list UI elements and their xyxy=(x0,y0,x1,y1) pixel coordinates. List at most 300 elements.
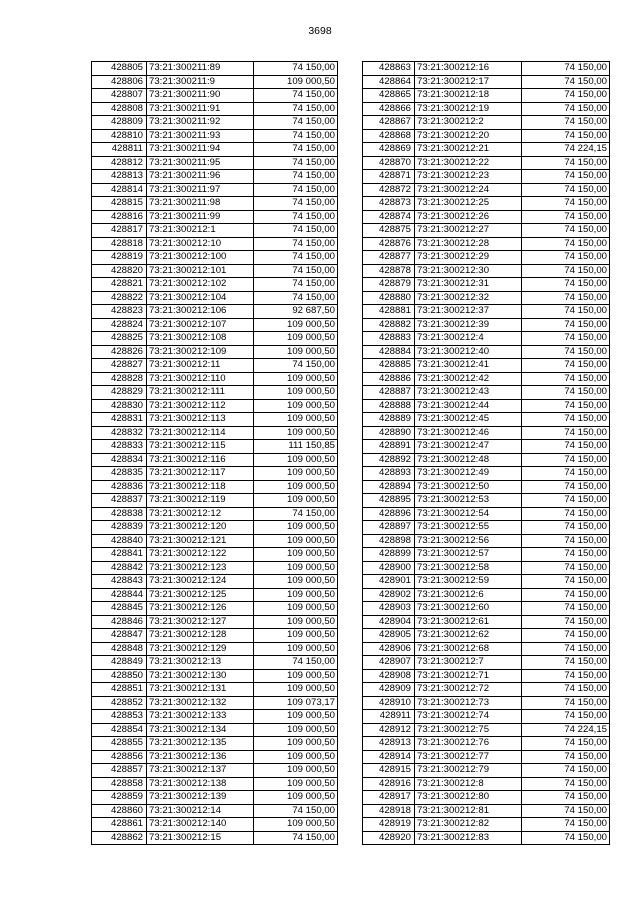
cadastral-number-cell: 73:21:300212:124 xyxy=(147,575,254,589)
amount-cell: 74 150,00 xyxy=(254,264,338,278)
row-number-cell: 428858 xyxy=(92,777,147,791)
cadastral-number-cell: 73:21:300212:125 xyxy=(147,588,254,602)
amount-cell: 109 000,50 xyxy=(254,332,338,346)
row-number-cell: 428876 xyxy=(363,237,415,251)
amount-cell: 109 000,50 xyxy=(254,588,338,602)
row-number-cell: 428862 xyxy=(92,831,147,845)
row-number-cell: 428900 xyxy=(363,561,415,575)
table-row xyxy=(363,359,610,373)
cadastral-number-cell: 73:21:300212:107 xyxy=(147,318,254,332)
cadastral-number-cell: 73:21:300212:134 xyxy=(147,723,254,737)
table-row xyxy=(363,737,610,751)
table-row xyxy=(92,399,338,413)
table-row xyxy=(363,534,610,548)
amount-cell: 109 000,50 xyxy=(254,642,338,656)
page-number: 3698 xyxy=(308,25,332,37)
row-number-cell: 428818 xyxy=(92,237,147,251)
cadastral-number-cell: 73:21:300212:120 xyxy=(147,521,254,535)
cadastral-number-cell: 73:21:300212:111 xyxy=(147,386,254,400)
table-row xyxy=(92,264,338,278)
cadastral-number-cell: 73:21:300212:112 xyxy=(147,399,254,413)
table-row xyxy=(92,737,338,751)
amount-cell: 74 150,00 xyxy=(522,480,610,494)
amount-cell: 74 150,00 xyxy=(254,278,338,292)
cadastral-number-cell: 73:21:300212:10 xyxy=(147,237,254,251)
cadastral-number-cell: 73:21:300212:75 xyxy=(415,723,522,737)
amount-cell: 92 687,50 xyxy=(254,305,338,319)
amount-cell: 109 000,50 xyxy=(254,737,338,751)
cadastral-number-cell: 73:21:300212:137 xyxy=(147,764,254,778)
table-row xyxy=(92,332,338,346)
amount-cell: 109 000,50 xyxy=(254,669,338,683)
table-row xyxy=(92,75,338,89)
row-number-cell: 428920 xyxy=(363,831,415,845)
amount-cell: 74 150,00 xyxy=(522,494,610,508)
row-number-cell: 428917 xyxy=(363,791,415,805)
row-number-cell: 428833 xyxy=(92,440,147,454)
row-number-cell: 428841 xyxy=(92,548,147,562)
amount-cell: 109 000,50 xyxy=(254,723,338,737)
table-row xyxy=(363,548,610,562)
cadastral-number-cell: 73:21:300212:57 xyxy=(415,548,522,562)
cadastral-number-cell: 73:21:300212:76 xyxy=(415,737,522,751)
table-row xyxy=(92,372,338,386)
table-row xyxy=(92,440,338,454)
cadastral-number-cell: 73:21:300212:56 xyxy=(415,534,522,548)
left-table xyxy=(91,61,338,845)
amount-cell: 74 150,00 xyxy=(522,831,610,845)
amount-cell: 74 150,00 xyxy=(522,642,610,656)
row-number-cell: 428839 xyxy=(92,521,147,535)
table-row xyxy=(363,102,610,116)
table-row xyxy=(92,710,338,724)
row-number-cell: 428807 xyxy=(92,89,147,103)
cadastral-number-cell: 73:21:300212:8 xyxy=(415,777,522,791)
amount-cell: 109 000,50 xyxy=(254,777,338,791)
row-number-cell: 428844 xyxy=(92,588,147,602)
row-number-cell: 428869 xyxy=(363,143,415,157)
table-row xyxy=(92,89,338,103)
right-table xyxy=(362,61,610,845)
row-number-cell: 428816 xyxy=(92,210,147,224)
row-number-cell: 428882 xyxy=(363,318,415,332)
amount-cell: 74 150,00 xyxy=(522,534,610,548)
cadastral-number-cell: 73:21:300212:74 xyxy=(415,710,522,724)
amount-cell: 74 150,00 xyxy=(522,696,610,710)
row-number-cell: 428904 xyxy=(363,615,415,629)
amount-cell: 74 150,00 xyxy=(522,237,610,251)
row-number-cell: 428884 xyxy=(363,345,415,359)
amount-cell: 74 150,00 xyxy=(522,791,610,805)
amount-cell: 109 000,50 xyxy=(254,75,338,89)
cadastral-number-cell: 73:21:300212:49 xyxy=(415,467,522,481)
table-row xyxy=(92,197,338,211)
amount-cell: 74 150,00 xyxy=(522,89,610,103)
table-row xyxy=(92,791,338,805)
table-row xyxy=(92,143,338,157)
cadastral-number-cell: 73:21:300212:79 xyxy=(415,764,522,778)
row-number-cell: 428910 xyxy=(363,696,415,710)
cadastral-number-cell: 73:21:300211:93 xyxy=(147,129,254,143)
table-row xyxy=(363,683,610,697)
amount-cell: 109 000,50 xyxy=(254,494,338,508)
cadastral-number-cell: 73:21:300212:25 xyxy=(415,197,522,211)
table-row xyxy=(92,683,338,697)
amount-cell: 74 150,00 xyxy=(522,764,610,778)
table-row xyxy=(363,210,610,224)
row-number-cell: 428875 xyxy=(363,224,415,238)
table-row xyxy=(92,629,338,643)
row-number-cell: 428836 xyxy=(92,480,147,494)
amount-cell: 74 150,00 xyxy=(522,588,610,602)
table-row xyxy=(92,170,338,184)
table-row xyxy=(363,480,610,494)
row-number-cell: 428891 xyxy=(363,440,415,454)
amount-cell: 74 150,00 xyxy=(254,656,338,670)
table-row xyxy=(363,467,610,481)
row-number-cell: 428878 xyxy=(363,264,415,278)
cadastral-number-cell: 73:21:300212:82 xyxy=(415,818,522,832)
row-number-cell: 428886 xyxy=(363,372,415,386)
row-number-cell: 428852 xyxy=(92,696,147,710)
row-number-cell: 428880 xyxy=(363,291,415,305)
amount-cell: 74 150,00 xyxy=(254,197,338,211)
amount-cell: 109 000,50 xyxy=(254,602,338,616)
row-number-cell: 428856 xyxy=(92,750,147,764)
row-number-cell: 428829 xyxy=(92,386,147,400)
table-row xyxy=(363,777,610,791)
row-number-cell: 428824 xyxy=(92,318,147,332)
row-number-cell: 428847 xyxy=(92,629,147,643)
cadastral-number-cell: 73:21:300212:140 xyxy=(147,818,254,832)
cadastral-number-cell: 73:21:300212:27 xyxy=(415,224,522,238)
cadastral-number-cell: 73:21:300212:135 xyxy=(147,737,254,751)
amount-cell: 74 150,00 xyxy=(522,413,610,427)
table-row xyxy=(92,480,338,494)
cadastral-number-cell: 73:21:300212:45 xyxy=(415,413,522,427)
cadastral-number-cell: 73:21:300212:23 xyxy=(415,170,522,184)
cadastral-number-cell: 73:21:300212:2 xyxy=(415,116,522,130)
amount-cell: 74 150,00 xyxy=(522,156,610,170)
amount-cell: 74 150,00 xyxy=(254,62,338,76)
cadastral-number-cell: 73:21:300212:39 xyxy=(415,318,522,332)
amount-cell: 74 224,15 xyxy=(522,143,610,157)
cadastral-number-cell: 73:21:300212:50 xyxy=(415,480,522,494)
amount-cell: 74 150,00 xyxy=(522,210,610,224)
row-number-cell: 428810 xyxy=(92,129,147,143)
row-number-cell: 428913 xyxy=(363,737,415,751)
amount-cell: 74 150,00 xyxy=(522,332,610,346)
cadastral-number-cell: 73:21:300212:22 xyxy=(415,156,522,170)
cadastral-number-cell: 73:21:300212:133 xyxy=(147,710,254,724)
cadastral-number-cell: 73:21:300212:13 xyxy=(147,656,254,670)
cadastral-number-cell: 73:21:300212:72 xyxy=(415,683,522,697)
row-number-cell: 428840 xyxy=(92,534,147,548)
amount-cell: 74 150,00 xyxy=(522,399,610,413)
amount-cell: 109 000,50 xyxy=(254,791,338,805)
table-row xyxy=(363,629,610,643)
cadastral-number-cell: 73:21:300212:77 xyxy=(415,750,522,764)
table-row xyxy=(363,602,610,616)
row-number-cell: 428821 xyxy=(92,278,147,292)
amount-cell: 74 150,00 xyxy=(522,548,610,562)
cadastral-number-cell: 73:21:300212:46 xyxy=(415,426,522,440)
amount-cell: 74 150,00 xyxy=(522,453,610,467)
table-row xyxy=(363,278,610,292)
table-row xyxy=(92,723,338,737)
table-row xyxy=(92,345,338,359)
row-number-cell: 428895 xyxy=(363,494,415,508)
row-number-cell: 428873 xyxy=(363,197,415,211)
cadastral-number-cell: 73:21:300212:114 xyxy=(147,426,254,440)
row-number-cell: 428915 xyxy=(363,764,415,778)
amount-cell: 109 000,50 xyxy=(254,467,338,481)
table-row xyxy=(92,818,338,832)
cadastral-number-cell: 73:21:300212:40 xyxy=(415,345,522,359)
cadastral-number-cell: 73:21:300211:89 xyxy=(147,62,254,76)
row-number-cell: 428857 xyxy=(92,764,147,778)
amount-cell: 74 150,00 xyxy=(522,183,610,197)
amount-cell: 74 150,00 xyxy=(254,116,338,130)
amount-cell: 74 150,00 xyxy=(522,561,610,575)
row-number-cell: 428865 xyxy=(363,89,415,103)
row-number-cell: 428828 xyxy=(92,372,147,386)
cadastral-number-cell: 73:21:300212:28 xyxy=(415,237,522,251)
table-row xyxy=(363,116,610,130)
table-row xyxy=(92,102,338,116)
row-number-cell: 428896 xyxy=(363,507,415,521)
cadastral-number-cell: 73:21:300212:55 xyxy=(415,521,522,535)
table-row xyxy=(92,750,338,764)
cadastral-number-cell: 73:21:300212:131 xyxy=(147,683,254,697)
row-number-cell: 428890 xyxy=(363,426,415,440)
table-row xyxy=(92,548,338,562)
row-number-cell: 428894 xyxy=(363,480,415,494)
table-row xyxy=(92,602,338,616)
table-row xyxy=(363,62,610,76)
cadastral-number-cell: 73:21:300212:122 xyxy=(147,548,254,562)
row-number-cell: 428893 xyxy=(363,467,415,481)
table-row xyxy=(92,575,338,589)
table-row xyxy=(363,831,610,845)
table-row xyxy=(363,170,610,184)
row-number-cell: 428825 xyxy=(92,332,147,346)
row-number-cell: 428808 xyxy=(92,102,147,116)
row-number-cell: 428822 xyxy=(92,291,147,305)
amount-cell: 74 150,00 xyxy=(254,251,338,265)
cadastral-number-cell: 73:21:300212:17 xyxy=(415,75,522,89)
amount-cell: 74 150,00 xyxy=(254,224,338,238)
amount-cell: 74 150,00 xyxy=(522,818,610,832)
cadastral-number-cell: 73:21:300212:15 xyxy=(147,831,254,845)
amount-cell: 109 000,50 xyxy=(254,386,338,400)
row-number-cell: 428861 xyxy=(92,818,147,832)
cadastral-number-cell: 73:21:300212:100 xyxy=(147,251,254,265)
table-row xyxy=(92,521,338,535)
amount-cell: 74 150,00 xyxy=(522,507,610,521)
amount-cell: 109 000,50 xyxy=(254,480,338,494)
cadastral-number-cell: 73:21:300211:99 xyxy=(147,210,254,224)
cadastral-number-cell: 73:21:300212:113 xyxy=(147,413,254,427)
amount-cell: 74 150,00 xyxy=(522,750,610,764)
row-number-cell: 428892 xyxy=(363,453,415,467)
table-row xyxy=(92,764,338,778)
amount-cell: 74 150,00 xyxy=(522,291,610,305)
table-row xyxy=(363,521,610,535)
cadastral-number-cell: 73:21:300212:58 xyxy=(415,561,522,575)
cadastral-number-cell: 73:21:300212:44 xyxy=(415,399,522,413)
table-row xyxy=(92,494,338,508)
amount-cell: 109 000,50 xyxy=(254,372,338,386)
cadastral-number-cell: 73:21:300212:71 xyxy=(415,669,522,683)
row-number-cell: 428863 xyxy=(363,62,415,76)
amount-cell: 74 150,00 xyxy=(522,264,610,278)
amount-cell: 109 000,50 xyxy=(254,318,338,332)
row-number-cell: 428905 xyxy=(363,629,415,643)
cadastral-number-cell: 73:21:300212:101 xyxy=(147,264,254,278)
amount-cell: 74 150,00 xyxy=(254,129,338,143)
cadastral-number-cell: 73:21:300212:21 xyxy=(415,143,522,157)
amount-cell: 74 150,00 xyxy=(522,359,610,373)
amount-cell: 109 000,50 xyxy=(254,413,338,427)
table-row xyxy=(363,237,610,251)
amount-cell: 74 150,00 xyxy=(522,602,610,616)
amount-cell: 74 150,00 xyxy=(522,129,610,143)
table-row xyxy=(92,453,338,467)
table-row xyxy=(363,399,610,413)
amount-cell: 74 150,00 xyxy=(522,170,610,184)
amount-cell: 109 000,50 xyxy=(254,399,338,413)
table-row xyxy=(363,696,610,710)
table-row xyxy=(363,575,610,589)
table-row xyxy=(363,224,610,238)
row-number-cell: 428854 xyxy=(92,723,147,737)
row-number-cell: 428914 xyxy=(363,750,415,764)
table-row xyxy=(92,237,338,251)
row-number-cell: 428867 xyxy=(363,116,415,130)
cadastral-number-cell: 73:21:300212:12 xyxy=(147,507,254,521)
amount-cell: 74 150,00 xyxy=(522,318,610,332)
cadastral-number-cell: 73:21:300212:48 xyxy=(415,453,522,467)
row-number-cell: 428849 xyxy=(92,656,147,670)
table-row xyxy=(92,467,338,481)
row-number-cell: 428837 xyxy=(92,494,147,508)
amount-cell: 109 000,50 xyxy=(254,345,338,359)
cadastral-number-cell: 73:21:300212:7 xyxy=(415,656,522,670)
amount-cell: 74 224,15 xyxy=(522,723,610,737)
table-row xyxy=(92,507,338,521)
amount-cell: 74 150,00 xyxy=(254,237,338,251)
table-row xyxy=(363,764,610,778)
amount-cell: 74 150,00 xyxy=(522,575,610,589)
cadastral-number-cell: 73:21:300212:16 xyxy=(415,62,522,76)
row-number-cell: 428814 xyxy=(92,183,147,197)
cadastral-number-cell: 73:21:300211:90 xyxy=(147,89,254,103)
table-row xyxy=(363,413,610,427)
cadastral-number-cell: 73:21:300212:130 xyxy=(147,669,254,683)
cadastral-number-cell: 73:21:300211:98 xyxy=(147,197,254,211)
row-number-cell: 428826 xyxy=(92,345,147,359)
cadastral-number-cell: 73:21:300212:138 xyxy=(147,777,254,791)
amount-cell: 74 150,00 xyxy=(522,224,610,238)
table-row xyxy=(92,777,338,791)
amount-cell: 74 150,00 xyxy=(254,507,338,521)
cadastral-number-cell: 73:21:300212:4 xyxy=(415,332,522,346)
cadastral-number-cell: 73:21:300211:92 xyxy=(147,116,254,130)
row-number-cell: 428864 xyxy=(363,75,415,89)
row-number-cell: 428842 xyxy=(92,561,147,575)
amount-cell: 109 000,50 xyxy=(254,764,338,778)
table-row xyxy=(363,305,610,319)
table-row xyxy=(92,804,338,818)
table-row xyxy=(363,345,610,359)
table-row xyxy=(92,116,338,130)
cadastral-number-cell: 73:21:300211:94 xyxy=(147,143,254,157)
row-number-cell: 428912 xyxy=(363,723,415,737)
amount-cell: 74 150,00 xyxy=(522,102,610,116)
amount-cell: 111 150,85 xyxy=(254,440,338,454)
row-number-cell: 428846 xyxy=(92,615,147,629)
row-number-cell: 428868 xyxy=(363,129,415,143)
cadastral-number-cell: 73:21:300212:123 xyxy=(147,561,254,575)
table-row xyxy=(363,723,610,737)
table-row xyxy=(92,656,338,670)
cadastral-number-cell: 73:21:300212:62 xyxy=(415,629,522,643)
amount-cell: 74 150,00 xyxy=(522,467,610,481)
cadastral-number-cell: 73:21:300212:126 xyxy=(147,602,254,616)
amount-cell: 74 150,00 xyxy=(522,669,610,683)
amount-cell: 109 000,50 xyxy=(254,426,338,440)
amount-cell: 109 000,50 xyxy=(254,561,338,575)
amount-cell: 74 150,00 xyxy=(522,116,610,130)
table-row xyxy=(363,386,610,400)
row-number-cell: 428815 xyxy=(92,197,147,211)
cadastral-number-cell: 73:21:300212:24 xyxy=(415,183,522,197)
amount-cell: 74 150,00 xyxy=(254,89,338,103)
row-number-cell: 428805 xyxy=(92,62,147,76)
amount-cell: 74 150,00 xyxy=(522,426,610,440)
amount-cell: 109 000,50 xyxy=(254,534,338,548)
cadastral-number-cell: 73:21:300212:132 xyxy=(147,696,254,710)
cadastral-number-cell: 73:21:300212:61 xyxy=(415,615,522,629)
cadastral-number-cell: 73:21:300212:60 xyxy=(415,602,522,616)
table-row xyxy=(363,332,610,346)
table-row xyxy=(363,642,610,656)
row-number-cell: 428874 xyxy=(363,210,415,224)
row-number-cell: 428830 xyxy=(92,399,147,413)
table-row xyxy=(92,359,338,373)
cadastral-number-cell: 73:21:300212:47 xyxy=(415,440,522,454)
row-number-cell: 428897 xyxy=(363,521,415,535)
table-row xyxy=(363,494,610,508)
table-row xyxy=(363,156,610,170)
row-number-cell: 428908 xyxy=(363,669,415,683)
row-number-cell: 428885 xyxy=(363,359,415,373)
row-number-cell: 428911 xyxy=(363,710,415,724)
table-row xyxy=(92,291,338,305)
cadastral-number-cell: 73:21:300212:104 xyxy=(147,291,254,305)
table-row xyxy=(92,62,338,76)
row-number-cell: 428899 xyxy=(363,548,415,562)
cadastral-number-cell: 73:21:300212:118 xyxy=(147,480,254,494)
cadastral-number-cell: 73:21:300212:31 xyxy=(415,278,522,292)
cadastral-number-cell: 73:21:300212:80 xyxy=(415,791,522,805)
row-number-cell: 428838 xyxy=(92,507,147,521)
cadastral-number-cell: 73:21:300212:54 xyxy=(415,507,522,521)
cadastral-number-cell: 73:21:300212:18 xyxy=(415,89,522,103)
row-number-cell: 428813 xyxy=(92,170,147,184)
row-number-cell: 428879 xyxy=(363,278,415,292)
